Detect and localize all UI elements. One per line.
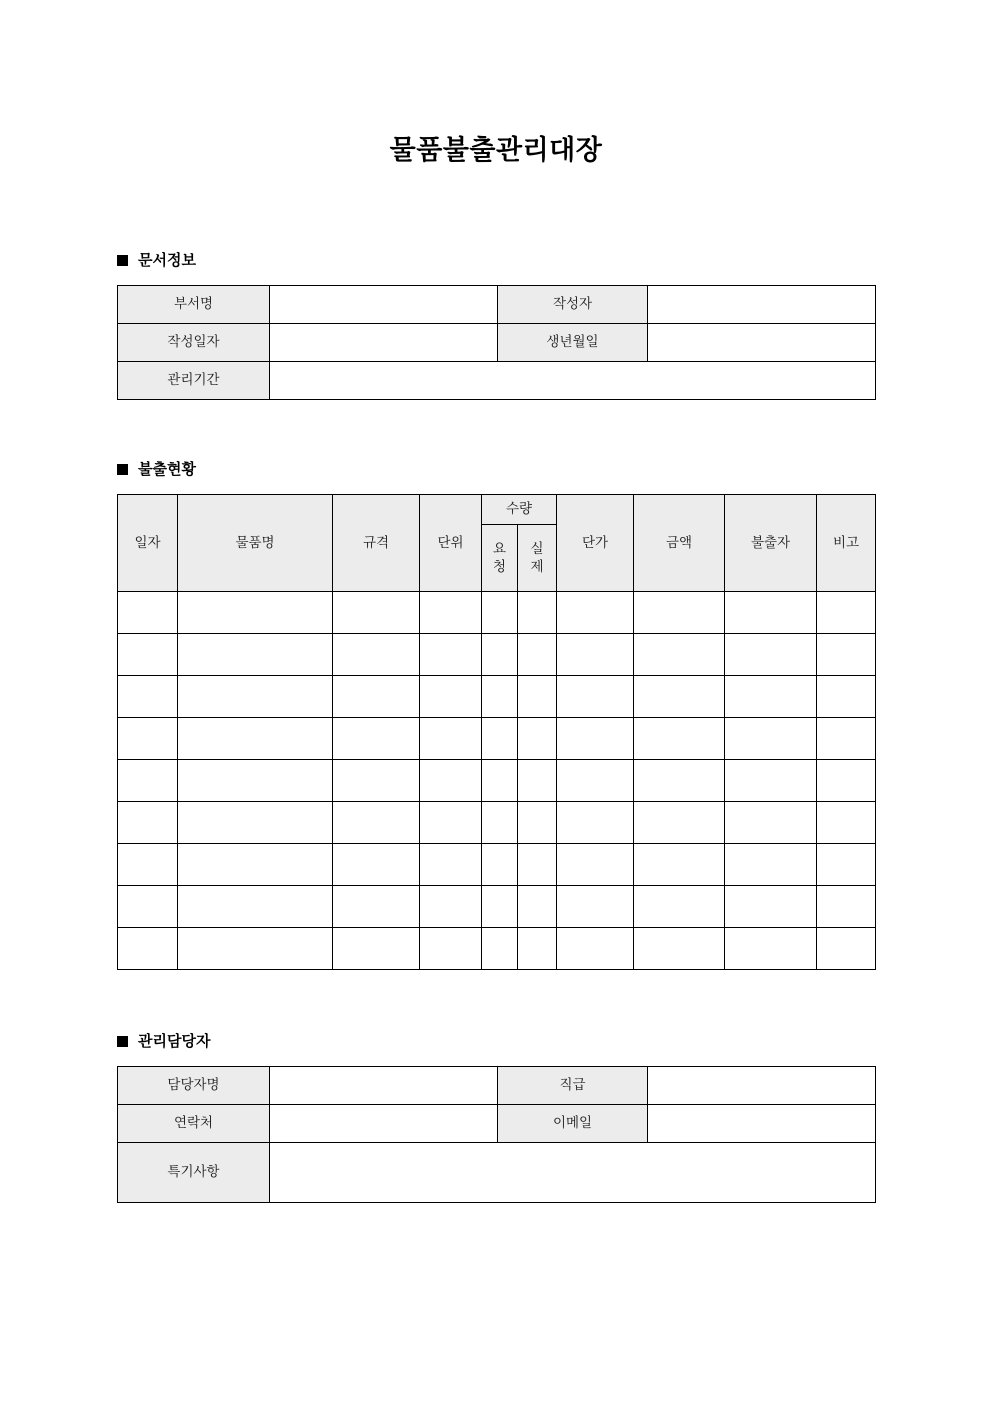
cell-amount[interactable] bbox=[634, 592, 725, 634]
issue-status-table-body bbox=[118, 592, 876, 970]
column-header-quantity-requested bbox=[482, 525, 518, 592]
cell-quantity-requested[interactable] bbox=[482, 844, 518, 886]
cell-date[interactable] bbox=[118, 676, 178, 718]
column-header-spec: 규격 bbox=[333, 495, 420, 592]
field-value-management-period[interactable] bbox=[270, 362, 876, 400]
column-header-quantity-actual-label: 실제 bbox=[530, 541, 544, 575]
page-title: 물품불출관리대장 bbox=[389, 135, 603, 165]
cell-unit-price[interactable] bbox=[557, 802, 634, 844]
cell-amount[interactable] bbox=[634, 676, 725, 718]
cell-issuer[interactable] bbox=[725, 592, 817, 634]
cell-amount[interactable] bbox=[634, 886, 725, 928]
cell-remarks[interactable] bbox=[817, 634, 876, 676]
cell-issuer[interactable] bbox=[725, 886, 817, 928]
spacer bbox=[117, 1049, 875, 1066]
cell-unit-price[interactable] bbox=[557, 634, 634, 676]
cell-unit[interactable] bbox=[420, 760, 482, 802]
cell-unit-price[interactable] bbox=[557, 718, 634, 760]
cell-unit-price[interactable] bbox=[557, 886, 634, 928]
cell-remarks[interactable] bbox=[817, 592, 876, 634]
cell-unit[interactable] bbox=[420, 676, 482, 718]
cell-spec[interactable] bbox=[333, 802, 420, 844]
table-row bbox=[118, 928, 876, 970]
cell-quantity-actual[interactable] bbox=[518, 760, 557, 802]
cell-spec[interactable] bbox=[333, 676, 420, 718]
field-label-position: 직급 bbox=[498, 1067, 648, 1105]
table-row bbox=[118, 886, 876, 928]
section-heading-issue-status bbox=[117, 462, 875, 477]
field-value-position[interactable] bbox=[648, 1067, 876, 1105]
cell-unit-price[interactable] bbox=[557, 844, 634, 886]
cell-spec[interactable] bbox=[333, 718, 420, 760]
table-row bbox=[118, 324, 876, 362]
cell-unit-price[interactable] bbox=[557, 676, 634, 718]
manager-table bbox=[117, 1066, 876, 1203]
cell-unit[interactable] bbox=[420, 886, 482, 928]
square-bullet-icon bbox=[117, 1036, 128, 1047]
cell-item-name[interactable] bbox=[178, 760, 333, 802]
table-row bbox=[118, 844, 876, 886]
cell-quantity-requested[interactable] bbox=[482, 760, 518, 802]
cell-item-name[interactable] bbox=[178, 928, 333, 970]
cell-unit[interactable] bbox=[420, 928, 482, 970]
cell-spec[interactable] bbox=[333, 886, 420, 928]
cell-quantity-requested[interactable] bbox=[482, 634, 518, 676]
column-header-remarks: 비고 bbox=[817, 495, 876, 592]
cell-issuer[interactable] bbox=[725, 760, 817, 802]
cell-amount[interactable] bbox=[634, 634, 725, 676]
cell-date[interactable] bbox=[118, 760, 178, 802]
field-value-write-date[interactable] bbox=[270, 324, 498, 362]
cell-quantity-requested[interactable] bbox=[482, 886, 518, 928]
field-value-manager-name[interactable] bbox=[270, 1067, 498, 1105]
cell-issuer[interactable] bbox=[725, 718, 817, 760]
field-label-department: 부서명 bbox=[118, 286, 270, 324]
cell-issuer[interactable] bbox=[725, 634, 817, 676]
cell-remarks[interactable] bbox=[817, 886, 876, 928]
section-heading-label: 문서정보 bbox=[138, 252, 196, 270]
cell-quantity-actual[interactable] bbox=[518, 802, 557, 844]
cell-item-name[interactable] bbox=[178, 844, 333, 886]
field-label-birthdate: 생년월일 bbox=[498, 324, 648, 362]
table-row bbox=[118, 760, 876, 802]
section-heading-label-wrapper bbox=[138, 1034, 210, 1049]
cell-date[interactable] bbox=[118, 844, 178, 886]
section-heading-label: 관리담당 bbox=[138, 1033, 196, 1051]
cell-quantity-requested[interactable] bbox=[482, 676, 518, 718]
table-row bbox=[118, 286, 876, 324]
cell-amount[interactable] bbox=[634, 928, 725, 970]
spacer bbox=[117, 166, 875, 253]
cell-item-name[interactable] bbox=[178, 592, 333, 634]
cell-quantity-actual[interactable] bbox=[518, 886, 557, 928]
table-row bbox=[118, 634, 876, 676]
field-value-birthdate[interactable] bbox=[648, 324, 876, 362]
cell-item-name[interactable] bbox=[178, 718, 333, 760]
cell-quantity-actual[interactable] bbox=[518, 844, 557, 886]
cell-unit[interactable] bbox=[420, 844, 482, 886]
spacer bbox=[117, 970, 875, 1034]
cell-quantity-actual[interactable] bbox=[518, 592, 557, 634]
cell-spec[interactable] bbox=[333, 760, 420, 802]
cell-date[interactable] bbox=[118, 718, 178, 760]
cell-item-name[interactable] bbox=[178, 676, 333, 718]
cell-quantity-requested[interactable] bbox=[482, 928, 518, 970]
issue-status-table bbox=[117, 494, 876, 970]
section-heading-doc-info bbox=[117, 253, 875, 268]
cell-date[interactable] bbox=[118, 886, 178, 928]
column-header-item-name: 물품명 bbox=[178, 495, 333, 592]
spacer bbox=[117, 400, 875, 462]
cell-date[interactable] bbox=[118, 928, 178, 970]
cell-remarks[interactable] bbox=[817, 760, 876, 802]
cell-quantity-requested[interactable] bbox=[482, 592, 518, 634]
field-label-management-period: 관리기간 bbox=[118, 362, 270, 400]
table-header-row bbox=[118, 495, 876, 525]
cell-spec[interactable] bbox=[333, 592, 420, 634]
column-header-quantity-actual bbox=[518, 525, 557, 592]
field-value-email[interactable] bbox=[648, 1105, 876, 1143]
cell-quantity-actual[interactable] bbox=[518, 634, 557, 676]
table-row bbox=[118, 1143, 876, 1203]
cell-item-name[interactable] bbox=[178, 634, 333, 676]
cell-unit-price[interactable] bbox=[557, 760, 634, 802]
column-header-date: 일자 bbox=[118, 495, 178, 592]
cell-issuer[interactable] bbox=[725, 802, 817, 844]
cell-unit-price[interactable] bbox=[557, 928, 634, 970]
column-header-issuer: 불출자 bbox=[725, 495, 817, 592]
cell-quantity-actual[interactable] bbox=[518, 676, 557, 718]
cell-spec[interactable] bbox=[333, 844, 420, 886]
cell-issuer[interactable] bbox=[725, 676, 817, 718]
cell-spec[interactable] bbox=[333, 634, 420, 676]
field-label-author: 작성자 bbox=[498, 286, 648, 324]
section-heading-label-tail: 자 bbox=[195, 1033, 211, 1051]
cell-item-name[interactable] bbox=[178, 802, 333, 844]
table-row bbox=[118, 1105, 876, 1143]
table-row bbox=[118, 718, 876, 760]
cell-amount[interactable] bbox=[634, 802, 725, 844]
square-bullet-icon bbox=[117, 464, 128, 475]
cell-unit[interactable] bbox=[420, 718, 482, 760]
field-value-contact[interactable] bbox=[270, 1105, 498, 1143]
field-label-contact: 연락처 bbox=[118, 1105, 270, 1143]
cell-unit[interactable] bbox=[420, 802, 482, 844]
field-label-special-notes: 특기사항 bbox=[118, 1143, 270, 1203]
section-heading-manager bbox=[117, 1034, 875, 1049]
cell-remarks[interactable] bbox=[817, 676, 876, 718]
spacer bbox=[117, 268, 875, 285]
cell-date[interactable] bbox=[118, 802, 178, 844]
cell-issuer[interactable] bbox=[725, 844, 817, 886]
spacer bbox=[117, 477, 875, 494]
cell-remarks[interactable] bbox=[817, 928, 876, 970]
column-header-unit-price: 단가 bbox=[557, 495, 634, 592]
cell-unit[interactable] bbox=[420, 634, 482, 676]
cell-quantity-actual[interactable] bbox=[518, 928, 557, 970]
field-value-author[interactable] bbox=[648, 286, 876, 324]
cell-item-name[interactable] bbox=[178, 886, 333, 928]
cell-remarks[interactable] bbox=[817, 718, 876, 760]
column-header-unit: 단위 bbox=[420, 495, 482, 592]
field-value-department[interactable] bbox=[270, 286, 498, 324]
cell-amount[interactable] bbox=[634, 844, 725, 886]
section-heading-label: 불출현황 bbox=[138, 461, 196, 479]
cell-spec[interactable] bbox=[333, 928, 420, 970]
cell-remarks[interactable] bbox=[817, 802, 876, 844]
table-row bbox=[118, 362, 876, 400]
cell-unit-price[interactable] bbox=[557, 592, 634, 634]
field-label-manager-name: 담당자명 bbox=[118, 1067, 270, 1105]
square-bullet-icon bbox=[117, 255, 128, 266]
column-header-quantity-requested-label: 요청 bbox=[492, 541, 507, 575]
field-label-write-date: 작성일자 bbox=[118, 324, 270, 362]
cell-quantity-requested[interactable] bbox=[482, 802, 518, 844]
cell-amount[interactable] bbox=[634, 718, 725, 760]
doc-info-table bbox=[117, 285, 876, 400]
column-header-quantity-group: 수량 bbox=[482, 495, 557, 525]
cell-quantity-actual[interactable] bbox=[518, 718, 557, 760]
cell-date[interactable] bbox=[118, 592, 178, 634]
field-value-special-notes[interactable] bbox=[270, 1143, 876, 1203]
table-row bbox=[118, 802, 876, 844]
table-row bbox=[118, 1067, 876, 1105]
cell-date[interactable] bbox=[118, 634, 178, 676]
cell-unit[interactable] bbox=[420, 592, 482, 634]
cell-amount[interactable] bbox=[634, 760, 725, 802]
cell-quantity-requested[interactable] bbox=[482, 718, 518, 760]
cell-issuer[interactable] bbox=[725, 928, 817, 970]
column-header-amount: 금액 bbox=[634, 495, 725, 592]
field-label-email: 이메일 bbox=[498, 1105, 648, 1143]
table-row bbox=[118, 592, 876, 634]
cell-remarks[interactable] bbox=[817, 844, 876, 886]
table-row bbox=[118, 676, 876, 718]
